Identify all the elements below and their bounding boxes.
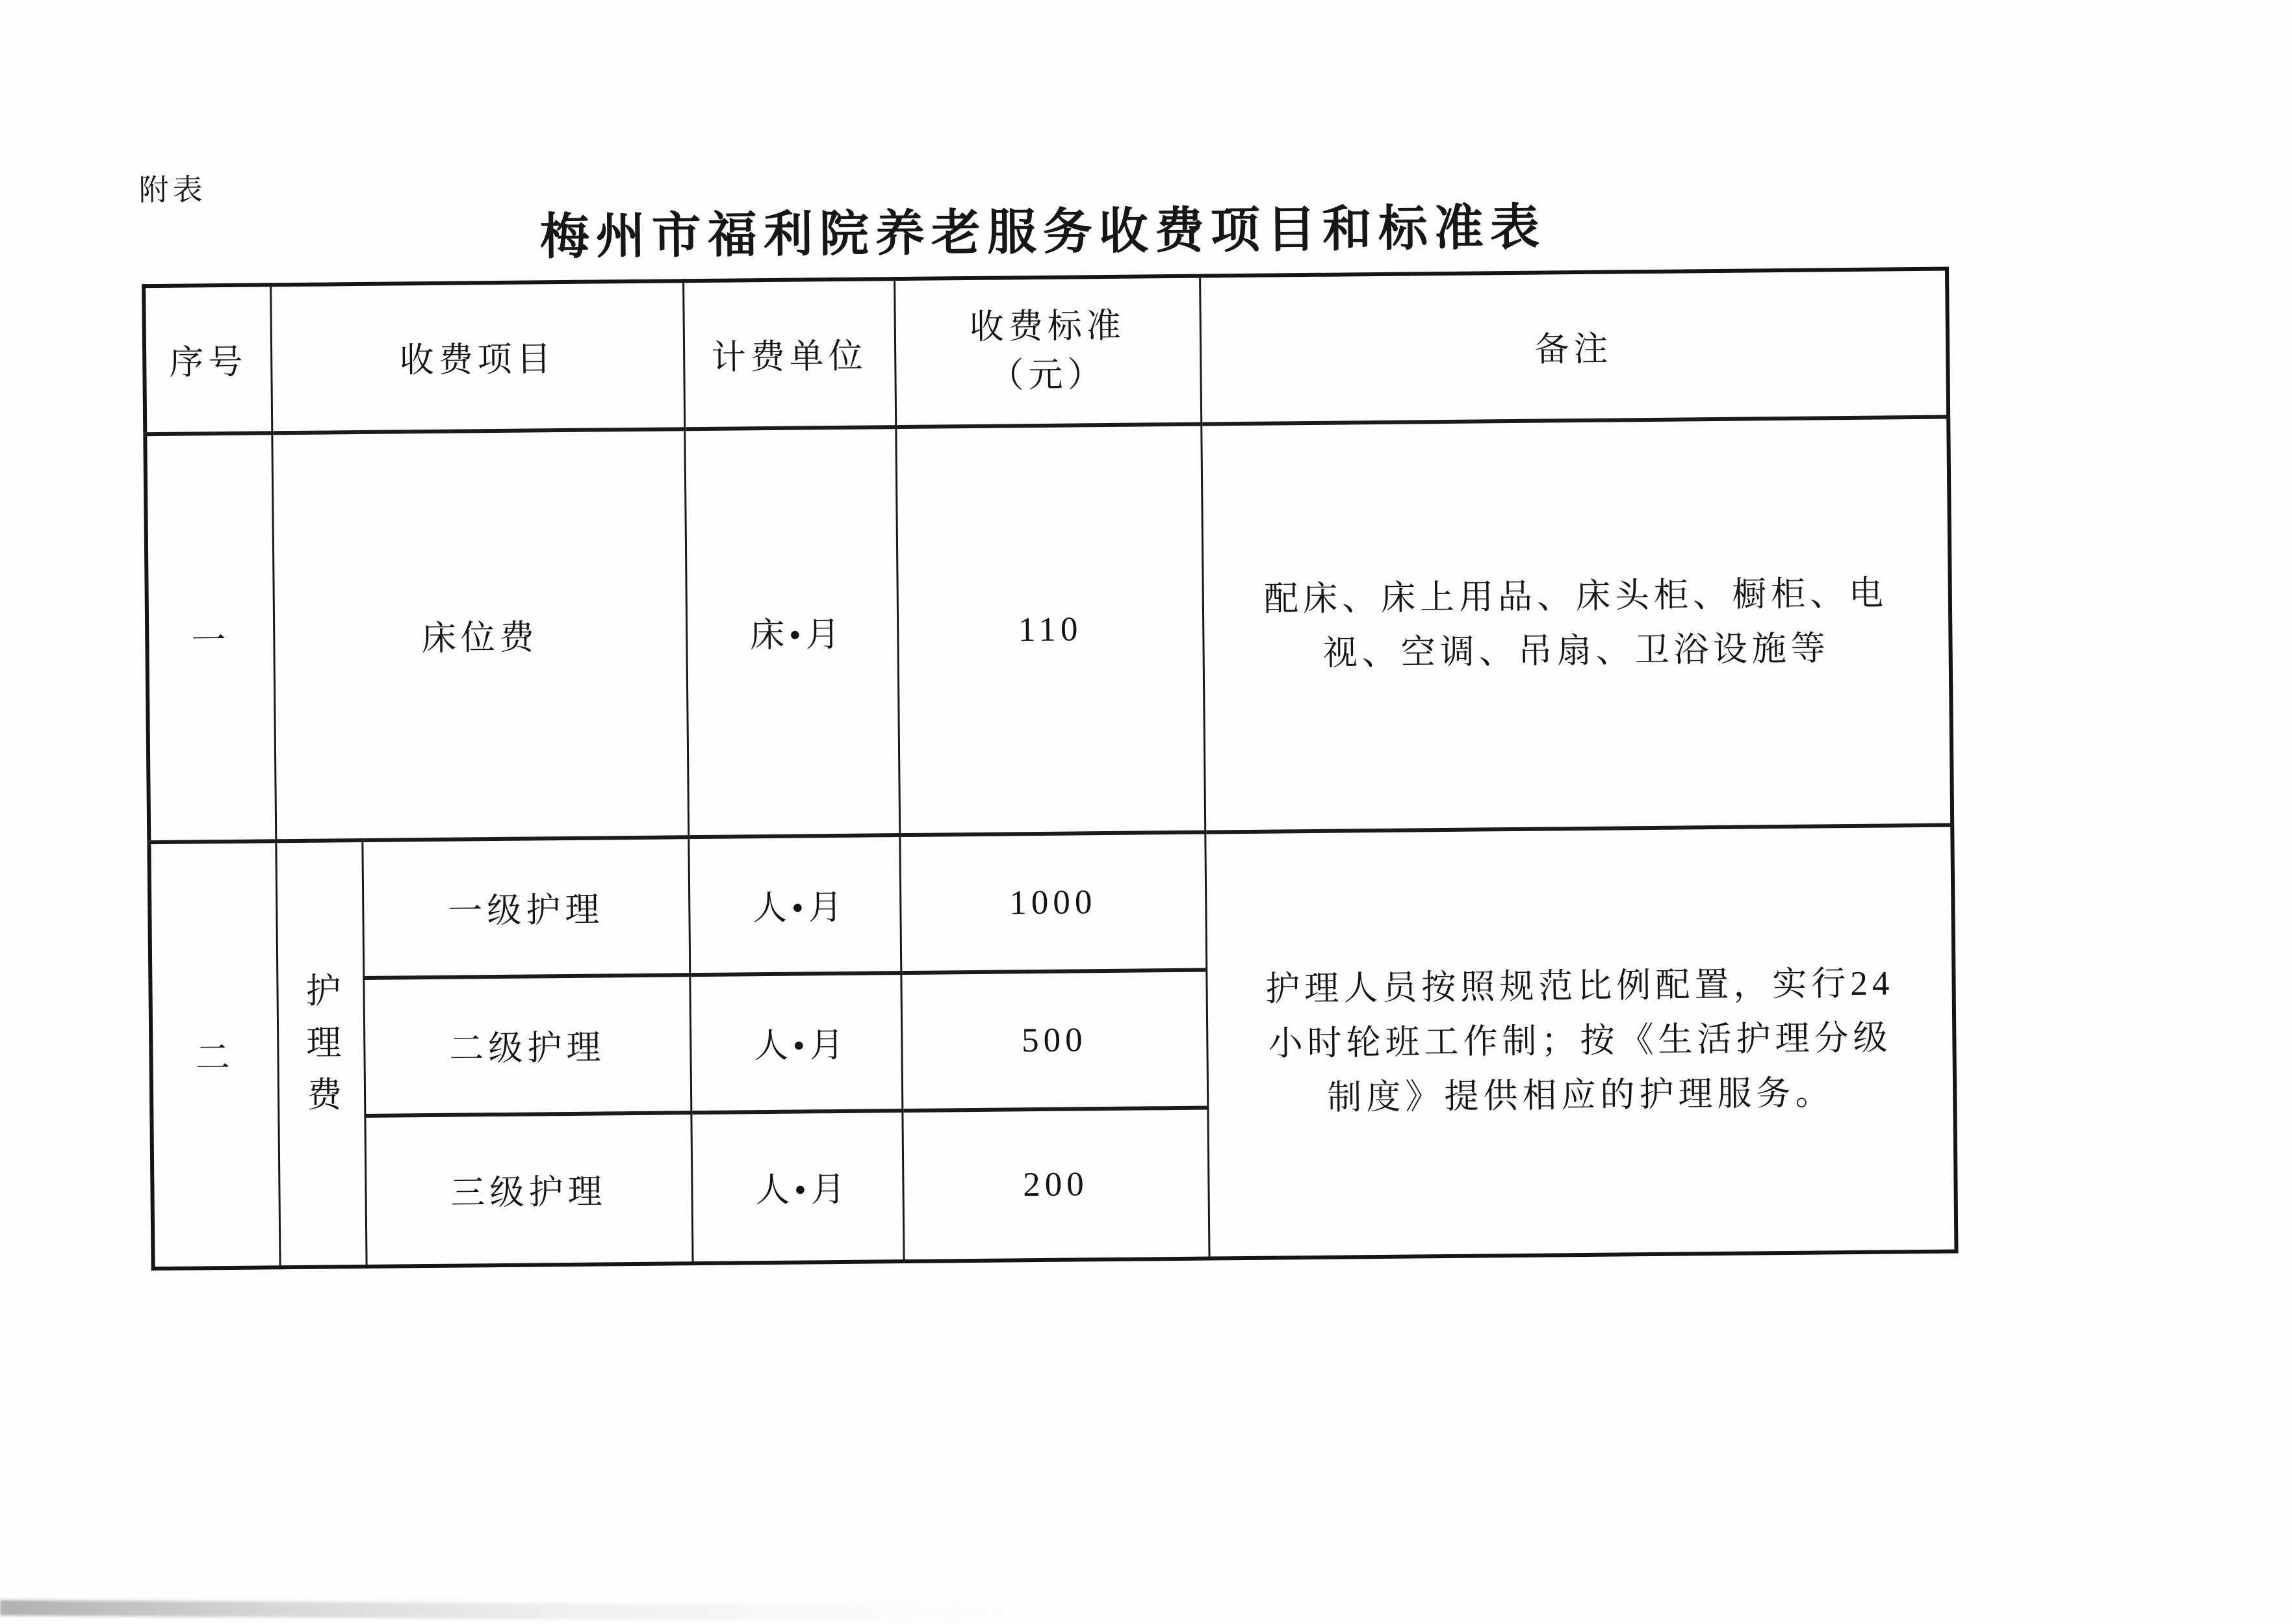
page-title: 梅州市福利院养老服务收费项目和标准表 bbox=[539, 200, 1547, 265]
cell-standard-nursing-level3: 200 bbox=[902, 1108, 1209, 1262]
appendix-label: 附表 bbox=[138, 173, 207, 207]
cell-index-two: 二 bbox=[149, 841, 279, 1269]
table-row-nursing-level1 bbox=[149, 825, 1953, 981]
cell-item-nursing-level3: 三级护理 bbox=[365, 1113, 692, 1267]
fee-standards-table bbox=[142, 267, 1958, 1271]
cell-unit-bed-fee: 床•月 bbox=[684, 427, 899, 837]
cell-standard-bed-fee: 110 bbox=[895, 424, 1205, 835]
cell-group-nursing-fee bbox=[276, 840, 366, 1267]
header-cell-remark: 备注 bbox=[1200, 269, 1948, 424]
cell-remark-bed-fee: 配床、床上用品、床头柜、橱柜、电 视、空调、吊扇、卫浴设施等 bbox=[1201, 417, 1952, 832]
header-cell-index: 序号 bbox=[144, 285, 272, 434]
cell-standard-nursing-level2: 500 bbox=[901, 970, 1207, 1111]
header-cell-item: 收费项目 bbox=[270, 281, 684, 433]
table-header-row bbox=[144, 269, 1948, 435]
cell-standard-nursing-level1: 1000 bbox=[899, 832, 1206, 973]
table-row-bed-fee bbox=[145, 417, 1952, 843]
cell-item-bed-fee: 床位费 bbox=[272, 429, 688, 841]
cell-unit-nursing-level2: 人•月 bbox=[689, 973, 902, 1113]
cell-unit-nursing-level3: 人•月 bbox=[691, 1111, 903, 1263]
header-cell-standard: 收费标准 （元） bbox=[894, 276, 1201, 428]
cell-item-nursing-level2: 二级护理 bbox=[363, 975, 691, 1116]
cell-item-nursing-level1: 一级护理 bbox=[362, 837, 689, 978]
cell-remark-nursing: 护理人员按照规范比例配置，实行24 小时轮班工作制；按《生活护理分级 制度》提供相应的护理服务。 bbox=[1205, 825, 1956, 1259]
header-cell-unit: 计费单位 bbox=[683, 279, 895, 429]
cell-unit-nursing-level1: 人•月 bbox=[688, 835, 901, 975]
cell-index-one: 一 bbox=[145, 433, 276, 842]
nursing-fee-vertical-label: 护理费 bbox=[300, 971, 342, 1128]
